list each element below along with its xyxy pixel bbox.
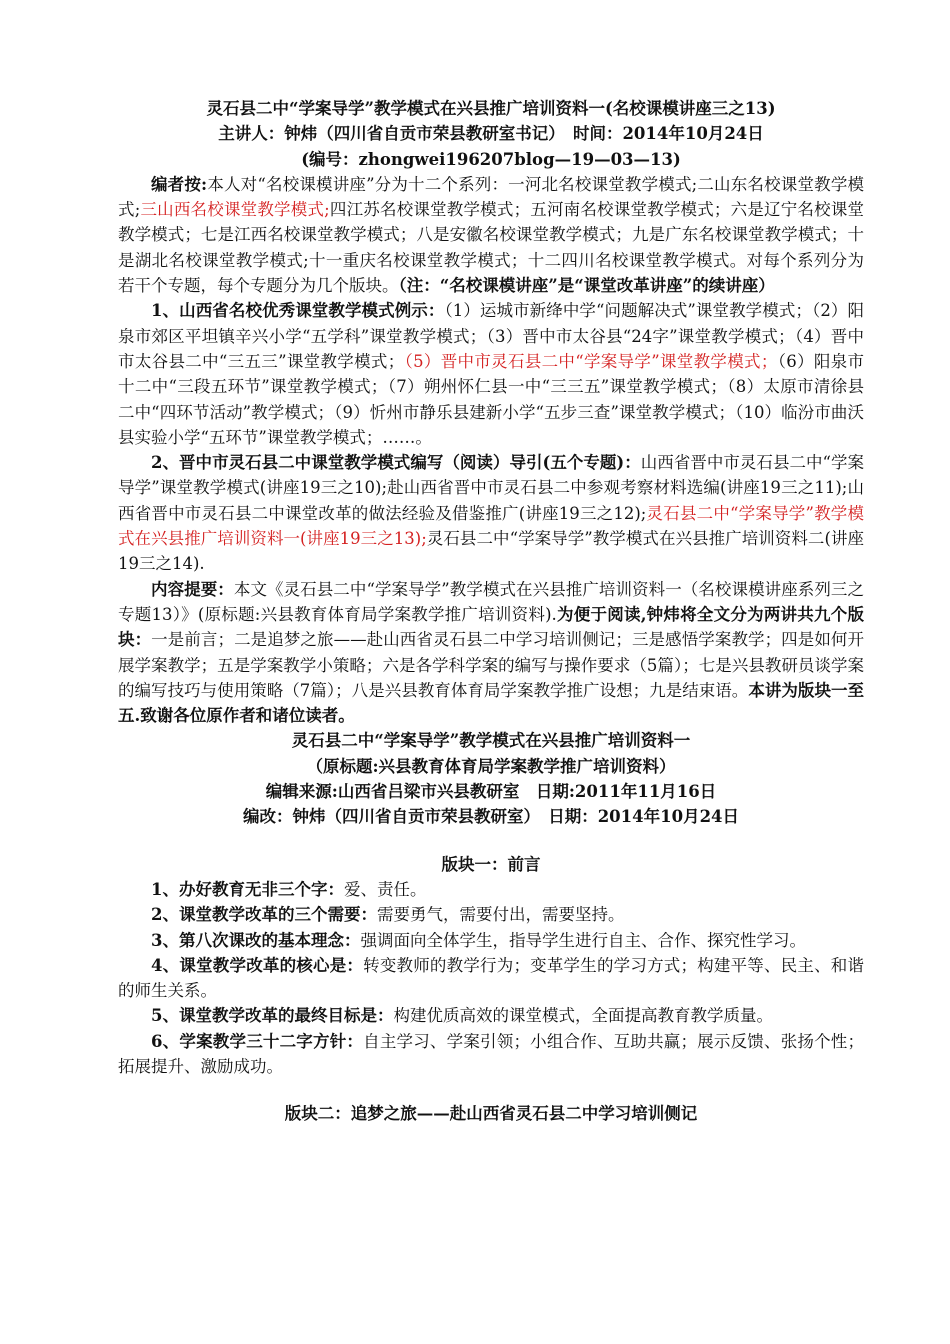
section-1-item: [118, 1003, 864, 1028]
section-1-item-text: 自主学习、学案引领；小组合作、互助共赢；展示反馈、张扬个性；拓展提升、激励成功。: [118, 1031, 865, 1076]
summary-text-1: 本文《灵石县二中“学案导学”教学模式在兴县推广培训资料一（名校课模讲座系列三之专题13）》(原标题:兴县教育体育局学案教学推广培训资料).: [118, 579, 865, 624]
document-code: (编号：zhongwei196207blog—19—03—13): [301, 149, 681, 169]
item-1-text-1: （1）运城市新绛中学“问题解决式”课堂教学模式；（2）阳泉市郊区平坦镇辛兴小学“五学科”课堂教学模式；（3）晋中市太谷县“24字”课堂教学模式；（4）晋中市太谷县二中“三五三”课堂教学模式；: [118, 301, 864, 371]
section-2-title: 版块二：追梦之旅——赴山西省灵石县二中学习培训侧记: [284, 1104, 698, 1124]
editor-note-text-1: 本人对“名校课模讲座”分为十二个系列：一河北名校课堂教学模式;二山东名校课堂教学模式;: [118, 174, 864, 220]
spacer: [118, 1079, 864, 1101]
spacer: [118, 830, 864, 852]
item-2-highlight: 灵石县二中“学案导学”教学模式在兴县推广培训资料一(讲座19三之13);: [118, 503, 864, 549]
editor-note-remark: （注：“名校课模讲座”是“课堂改革讲座”的续讲座）: [398, 276, 775, 296]
editor-note: [118, 172, 864, 298]
section-1-item: [118, 1029, 864, 1080]
item-2-paragraph: [118, 450, 864, 576]
section-1-item-label: 3、第八次课改的基本理念：: [151, 930, 361, 950]
section-1-title: 版块一：前言: [441, 854, 541, 874]
summary-label: 内容提要：: [151, 579, 234, 599]
section-1-item: [118, 902, 864, 927]
item-2-text-1: 山西省晋中市灵石县二中“学案导学”课堂教学模式(讲座19三之10);赴山西省晋中市灵石县二中参观考察材料选编(讲座19三之11);山西省晋中市灵石县二中课堂改革的做法经验及借鉴推广(讲座19三之12);: [118, 453, 864, 523]
section-1-item-text: 爱、责任。: [343, 879, 427, 899]
section-1-item-label: 1、办好教育无非三个字：: [151, 879, 344, 899]
section-1-item-label: 5、课堂教学改革的最终目标是：: [151, 1006, 394, 1026]
summary-paragraph: [118, 577, 864, 729]
document-page: [118, 96, 864, 1127]
editor-note-text-2: 四江苏名校课堂教学模式；五河南名校课堂教学模式；六是辽宁名校课堂教学模式；七是江西名校课堂教学模式；八是安徽名校课堂教学模式；九是广东名校课堂教学模式；十是湖北名校课堂教学模式;十一重庆名校课堂教学模式；十二四川名校课堂教学模式。对每个系列分为若干个专题，每个专题分为几个版块。: [118, 200, 865, 296]
summary-text-2: 一是前言；二是追梦之旅——赴山西省灵石县二中学习培训侧记；三是感悟学案教学；四是如何开展学案教学；五是学案教学小策略；六是各学科学案的编写与操作要求（5篇）；七是兴县教研员谈学案的编写技巧与使用策略（7篇）；八是兴县教育体育局学案教学推广设想；九是结束语。: [118, 630, 865, 700]
section-1-item-text: 需要勇气，需要付出，需要坚持。: [376, 905, 625, 925]
item-1-paragraph: [118, 298, 864, 450]
article-editor: 编改：钟炜（四川省自贡市荣县教研室） 日期：2014年10月24日: [242, 807, 740, 827]
item-2-label: 2、晋中市灵石县二中课堂教学模式编写（阅读）导引(五个专题)：: [151, 453, 641, 473]
speaker-line: 主讲人：钟炜（四川省自贡市荣县教研室书记） 时间：2014年10月24日: [218, 124, 764, 144]
section-1-item-text: 构建优质高效的课堂模式，全面提高教育教学质量。: [393, 1006, 773, 1026]
document-title: 灵石县二中“学案导学”教学模式在兴县推广培训资料一(名校课模讲座三之13): [206, 99, 776, 118]
article-title: 灵石县二中“学案导学”教学模式在兴县推广培训资料一: [291, 731, 691, 751]
section-1-item-label: 6、学案教学三十二字方针：: [151, 1031, 364, 1051]
item-1-highlight: （5）晋中市灵石县二中“学案导学”课堂教学模式；: [404, 351, 778, 371]
section-1-item-text: 转变教师的教学行为；变革学生的学习方式；构建平等、民主、和谐的师生关系。: [118, 955, 865, 1001]
section-1-item-label: 2、课堂教学改革的三个需要：: [151, 905, 377, 925]
section-1-item: [118, 953, 864, 1004]
item-2-text-2: 灵石县二中“学案导学”教学模式在兴县推广培训资料二(讲座19三之14).: [118, 529, 864, 574]
summary-bold-1: 为便于阅读,钟炜将全文分为两讲共九个版块：: [118, 604, 864, 650]
item-1-label: 1、山西省名校优秀课堂教学模式例示：: [151, 301, 445, 321]
item-1-text-2: （6）阳泉市十二中“三段五环节”课堂教学模式；（7）朔州怀仁县一中“三三五”课堂教学模式；（8）太原市清徐县二中“四环节活动”教学模式；（9）忻州市静乐县建新小学“五步三查”课堂教学模式；（10）临汾市曲沃县实验小学“五环节”课堂教学模式；……。: [118, 351, 865, 447]
editor-note-highlight: 三山西名校课堂教学模式;: [140, 200, 330, 220]
summary-bold-2: 本讲为版块一至五.致谢各位原作者和诸位读者。: [118, 680, 865, 726]
article-source: 编辑来源:山西省吕梁市兴县教研室 日期:2011年11月16日: [265, 782, 717, 802]
section-1-item-label: 4、课堂教学改革的核心是：: [151, 955, 364, 975]
article-original-title: （原标题:兴县教育体育局学案教学推广培训资料）: [306, 756, 676, 776]
editor-note-label: 编者按:: [151, 174, 208, 194]
section-1-item: [118, 877, 864, 902]
section-1-item-text: 强调面向全体学生，指导学生进行自主、合作、探究性学习。: [360, 930, 806, 950]
section-1-item: [118, 928, 864, 953]
